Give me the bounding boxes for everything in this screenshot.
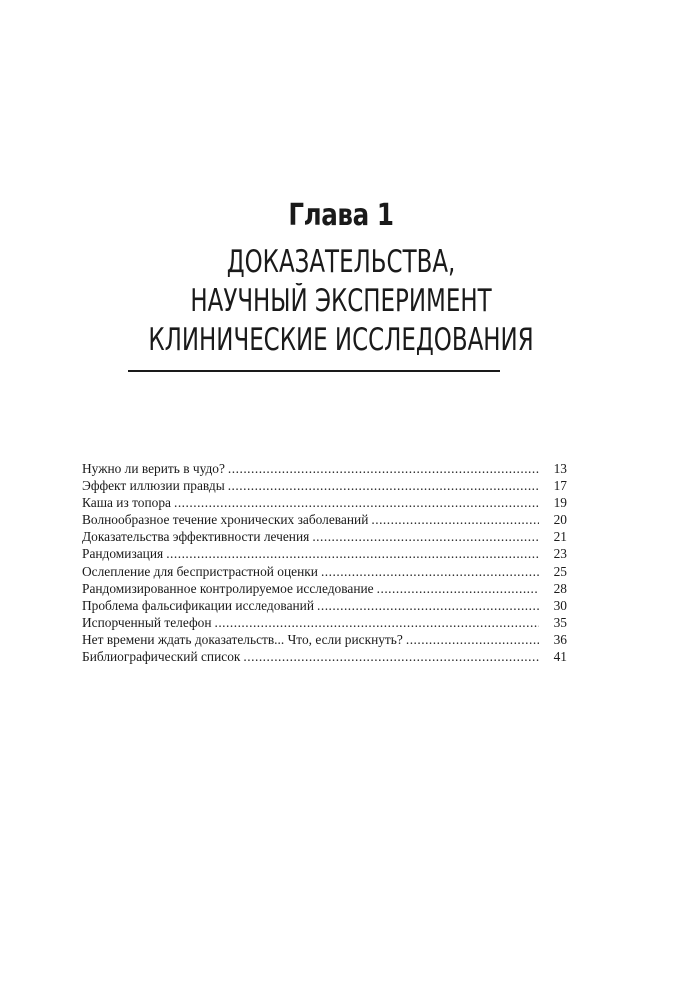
toc-entry	[82, 528, 567, 545]
toc-entry	[82, 631, 567, 648]
toc-entry-title: Доказательства эффективности лечения	[82, 529, 310, 545]
toc-entry	[82, 614, 567, 631]
toc-entry	[82, 597, 567, 614]
toc-entry	[82, 460, 567, 477]
toc-entry-title: Нет времени ждать доказательств... Что, если рискнуть?	[82, 631, 403, 647]
toc-entry-page: 19	[553, 495, 567, 511]
toc-entry-page: 17	[553, 478, 567, 494]
toc-entry-title: Нужно ли верить в чудо?	[82, 461, 225, 476]
toc-entry	[82, 477, 567, 494]
toc-entry-page: 13	[553, 461, 567, 476]
toc-entry	[82, 494, 567, 511]
toc-entry-title: Рандомизация	[82, 546, 164, 562]
toc-entry-title: Испорченный телефон	[82, 614, 212, 630]
toc-dot-leader	[174, 494, 539, 511]
toc-dot-leader	[228, 460, 539, 477]
toc-entry-page: 36	[553, 631, 567, 647]
toc-entry	[82, 580, 567, 597]
toc-dot-leader	[312, 528, 539, 545]
chapter-title	[0, 243, 682, 360]
toc-dot-leader	[377, 580, 539, 597]
toc-entry	[82, 511, 567, 528]
chapter-title-line-3: КЛИНИЧЕСКИЕ ИССЛЕДОВАНИЯ	[148, 322, 534, 358]
toc-entry-page: 20	[553, 512, 567, 528]
toc-entry-page: 30	[553, 597, 567, 613]
toc-entry-page: 21	[553, 529, 567, 545]
toc-entry-page: 28	[553, 580, 567, 596]
toc-entry-page: 25	[553, 563, 567, 579]
toc-dot-leader	[228, 477, 539, 494]
chapter-title-line-2: НАУЧНЫЙ ЭКСПЕРИМЕНТ	[190, 283, 492, 319]
toc-entry	[82, 648, 567, 665]
toc-entry-page: 35	[553, 614, 567, 630]
toc-entry	[82, 545, 567, 562]
toc-entry-page: 23	[553, 546, 567, 562]
toc-dot-leader	[214, 614, 539, 631]
toc-dot-leader	[406, 631, 539, 648]
toc-dot-leader	[166, 545, 539, 562]
toc-entry-title: Рандомизированное контролируемое исследование	[82, 580, 374, 596]
toc-entry-title: Проблема фальсификации исследований	[82, 597, 315, 613]
toc-entry-page: 41	[553, 649, 567, 665]
table-of-contents	[82, 460, 567, 665]
toc-entry	[82, 563, 567, 580]
title-divider	[128, 370, 500, 372]
toc-dot-leader	[243, 648, 539, 665]
toc-entry-title: Волнообразное течение хронических заболеваний	[82, 512, 369, 528]
toc-dot-leader	[317, 597, 539, 614]
chapter-title-line-1: ДОКАЗАТЕЛЬСТВА,	[226, 244, 456, 280]
toc-entry-title: Библиографический список	[82, 649, 241, 665]
toc-dot-leader	[371, 511, 539, 528]
chapter-label: Глава 1	[288, 198, 394, 233]
toc-dot-leader	[321, 563, 539, 580]
toc-entry-title: Эффект иллюзии правды	[82, 478, 225, 494]
toc-entry-title: Каша из топора	[82, 495, 171, 511]
toc-entry-title: Ослепление для беспристрастной оценки	[82, 563, 318, 579]
